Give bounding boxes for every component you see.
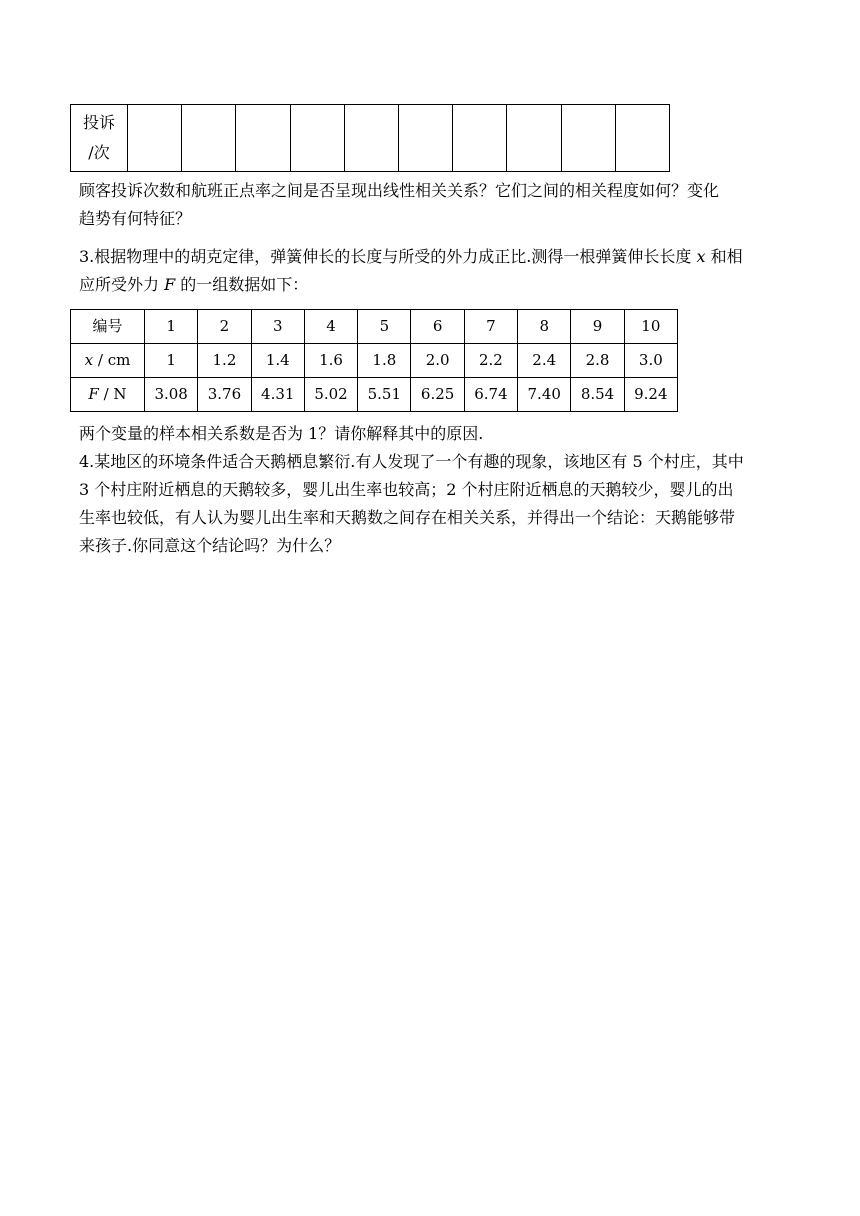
q3-line2-b: 的一组数据如下： xyxy=(175,275,309,294)
q3-line1-a: 3.根据物理中的胡克定律，弹簧伸长的长度与所受的外力成正比.测得一根弹簧伸长长度 xyxy=(79,247,697,266)
complaint-table xyxy=(70,104,670,172)
spring-f-cell: 7.40 xyxy=(518,378,571,412)
spring-x-cell: 3.0 xyxy=(624,344,677,378)
spring-id-cell: 9 xyxy=(571,310,624,344)
question-4 xyxy=(79,448,789,560)
spring-id-cell: 3 xyxy=(251,310,304,344)
complaint-cell xyxy=(453,105,507,172)
spring-id-cell: 1 xyxy=(145,310,198,344)
complaint-question xyxy=(79,177,789,233)
spring-x-cell: 2.0 xyxy=(411,344,464,378)
complaint-question-line2: 趋势有何特征？ xyxy=(79,209,192,228)
q3-var-f: F xyxy=(164,275,176,294)
spring-x-cell: 1.2 xyxy=(198,344,251,378)
complaint-cell xyxy=(236,105,290,172)
spring-f-cell: 9.24 xyxy=(624,378,677,412)
spring-id-cell: 5 xyxy=(358,310,411,344)
spring-id-cell: 4 xyxy=(304,310,357,344)
spring-f-cell: 5.51 xyxy=(358,378,411,412)
complaint-cell xyxy=(561,105,615,172)
q4-line4: 来孩子.你同意这个结论吗？为什么？ xyxy=(79,536,341,555)
complaint-row xyxy=(71,105,670,172)
spring-x-cell: 2.2 xyxy=(464,344,517,378)
q4-line2: 3 个村庄附近栖息的天鹅较多，婴儿出生率也较高；2 个村庄附近栖息的天鹅较少，婴儿的出 xyxy=(79,480,734,499)
spring-f-cell: 3.76 xyxy=(198,378,251,412)
spring-f-label xyxy=(71,378,145,412)
complaint-cell xyxy=(615,105,669,172)
spring-x-cell: 1.6 xyxy=(304,344,357,378)
spring-x-cell: 1 xyxy=(145,344,198,378)
spring-x-row xyxy=(71,344,678,378)
spring-f-cell: 6.25 xyxy=(411,378,464,412)
spring-f-cell: 3.08 xyxy=(145,378,198,412)
spring-data-table xyxy=(70,309,678,412)
spring-x-cell: 1.4 xyxy=(251,344,304,378)
q4-line3: 生率也较低，有人认为婴儿出生率和天鹅数之间存在相关关系，并得出一个结论：天鹅能够带 xyxy=(79,508,736,527)
spring-question: 两个变量的样本相关系数是否为 1？请你解释其中的原因. xyxy=(79,424,484,443)
complaint-cell xyxy=(507,105,561,172)
spring-f-cell: 6.74 xyxy=(464,378,517,412)
q3-line2-a: 应所受外力 xyxy=(79,275,165,294)
spring-id-cell: 10 xyxy=(624,310,677,344)
spring-x-cell: 1.8 xyxy=(358,344,411,378)
q4-line1: 4.某地区的环境条件适合天鹅栖息繁衍.有人发现了一个有趣的现象，该地区有 5 个村庄，其中 xyxy=(79,452,744,471)
complaint-question-line1: 顾客投诉次数和航班正点率之间是否呈现出线性相关关系？它们之间的相关程度如何？变化 xyxy=(79,181,720,200)
q3-var-x: x xyxy=(696,247,706,266)
complaint-cell xyxy=(182,105,236,172)
complaint-label-line2: /次 xyxy=(88,143,110,162)
spring-x-unit: / cm xyxy=(93,350,131,369)
complaint-cell xyxy=(398,105,452,172)
complaint-row-label xyxy=(71,105,128,172)
spring-f-unit: / N xyxy=(98,384,127,403)
spring-id-cell: 2 xyxy=(198,310,251,344)
complaint-label-line1: 投诉 xyxy=(82,112,115,132)
spring-x-cell: 2.4 xyxy=(518,344,571,378)
complaint-cell xyxy=(128,105,182,172)
complaint-cell xyxy=(344,105,398,172)
spring-f-cell: 8.54 xyxy=(571,378,624,412)
spring-x-var: x xyxy=(84,350,94,369)
spring-id-row xyxy=(71,310,678,344)
spring-f-var: F xyxy=(88,384,99,403)
spring-x-cell: 2.8 xyxy=(571,344,624,378)
q3-line1-b: 和相 xyxy=(705,247,743,266)
spring-f-cell: 5.02 xyxy=(304,378,357,412)
spring-header-label: 编号 xyxy=(71,310,145,344)
spring-id-cell: 6 xyxy=(411,310,464,344)
spring-id-cell: 8 xyxy=(518,310,571,344)
question-3 xyxy=(79,243,789,299)
spring-id-cell: 7 xyxy=(464,310,517,344)
complaint-cell xyxy=(290,105,344,172)
spring-f-cell: 4.31 xyxy=(251,378,304,412)
spring-f-row xyxy=(71,378,678,412)
spring-x-label xyxy=(71,344,145,378)
